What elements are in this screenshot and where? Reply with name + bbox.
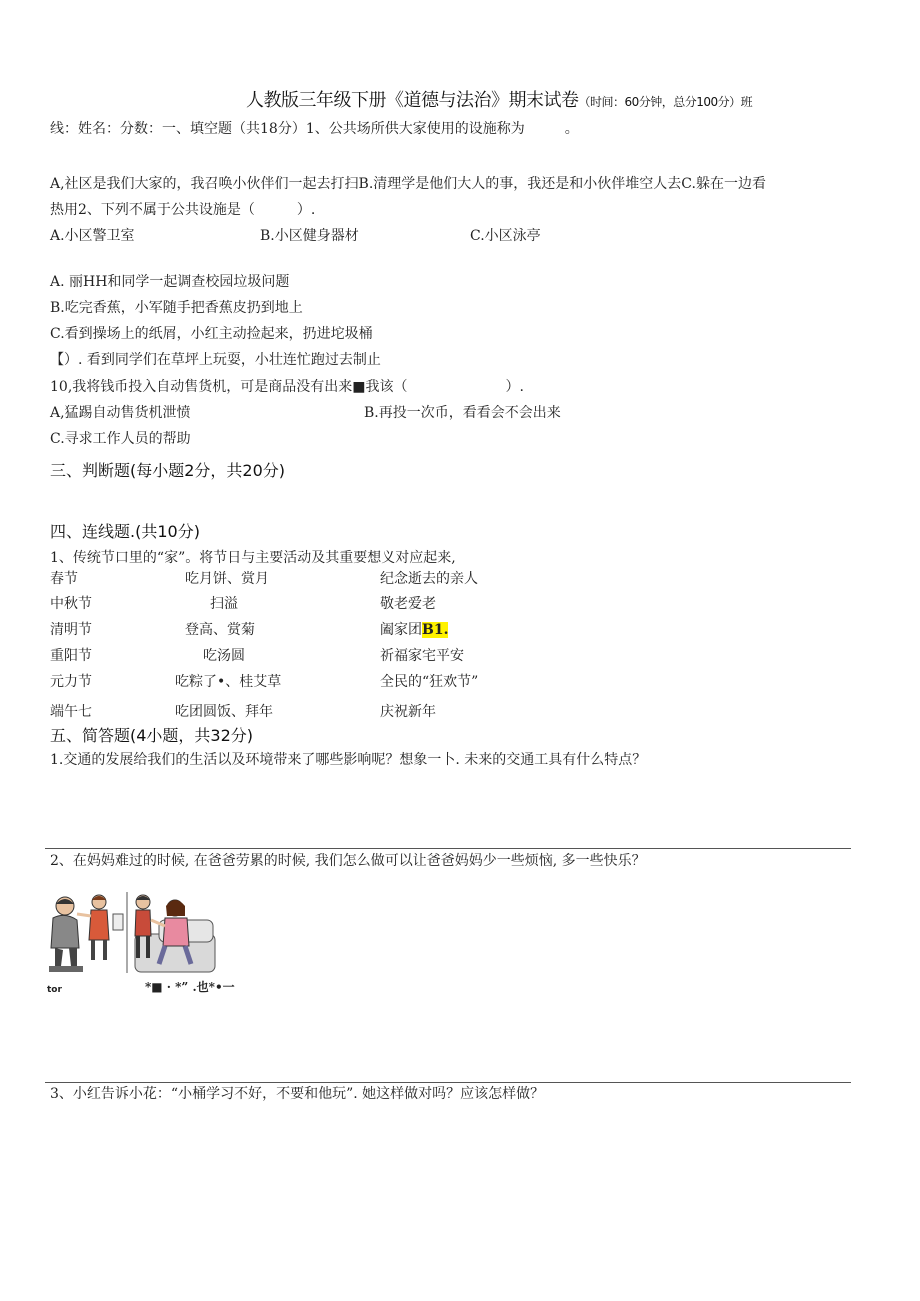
activity: 吃粽了•、桂艾草 <box>175 674 282 690</box>
answer-divider <box>45 1082 851 1083</box>
q10-option-a: A,猛踢自动售货机泄愤 <box>50 405 191 421</box>
festival: 端午七 <box>50 704 92 720</box>
festival: 元力节 <box>50 674 92 690</box>
illustration-image <box>47 890 217 975</box>
short-answer-q1: 1.交通的发展给我们的生活以及环境带来了哪些影响呢？想象一卜. 未来的交通工具有什么特点？ <box>50 752 647 768</box>
section3-title: 三、判断题(每小题2分，共20分) <box>50 461 286 480</box>
option-a: A.小区警卫室 <box>50 228 135 244</box>
meaning: 敬老爱老 <box>380 596 436 612</box>
section5-title: 五、简答题(4小题，共32分) <box>50 726 254 745</box>
family-illustration <box>47 890 217 975</box>
activity: 吃汤圆 <box>203 648 245 664</box>
festival: 清明节 <box>50 622 92 638</box>
activity: 吃团圆饭、拜年 <box>175 704 273 720</box>
festival: 中秋节 <box>50 596 92 612</box>
illustration-caption-left: tor <box>47 985 62 995</box>
meaning: 纪念逝去的亲人 <box>380 571 478 587</box>
school-option-c: C.看到操场上的纸屑，小红主动捡起来，扔进坨圾桶 <box>50 326 373 342</box>
q10-stem: 10,我将钱币投入自动售货机，可是商品没有出来■我该（ ）. <box>50 379 524 395</box>
page-title <box>246 92 752 111</box>
activity: 登高、赏菊 <box>185 622 255 638</box>
activity: 吃月饼、赏月 <box>185 571 269 587</box>
section4-title: 四、连线题.(共10分) <box>50 522 200 541</box>
meaning-with-highlight <box>380 621 448 639</box>
school-option-a: A. 丽HH和同学一起调查校园垃圾问题 <box>50 274 290 290</box>
festival: 重阳节 <box>50 648 92 664</box>
meaning: 祈福家宅平安 <box>380 648 464 664</box>
illustration-caption-right: *■ · *” .也*•一 <box>145 980 235 994</box>
q10-option-b: B.再投一次币，看看会不会出来 <box>364 405 561 421</box>
fill-blank-line <box>50 120 579 138</box>
community-question-line1: A,社区是我们大家的，我召唤小伙伴们一起去打扫B.清理学是他们大人的事，我还是和小伙伴堆空人去C.躲在一边看 <box>50 176 766 192</box>
matching-question: 1、传统节口里的“家”。将节日与主要活动及其重要想义对应起来, <box>50 550 456 566</box>
activity: 扫溢 <box>210 596 238 612</box>
fill-blank-end: 。 <box>564 121 579 137</box>
meaning: 庆祝新年 <box>380 704 436 720</box>
answer-divider <box>45 848 851 849</box>
title-text: 人教版三年级下册《道德与法治》期末试卷 <box>246 90 579 111</box>
option-c: C.小区泳亭 <box>470 228 541 244</box>
fill-blank-text: 线：姓名：分数：一、填空题（共18分）1、公共场所供大家使用的设施称为 <box>50 121 525 137</box>
meaning: 阖家团 <box>380 622 422 638</box>
school-option-b: B.吃完香蕉，小军随手把香蕉皮扔到地上 <box>50 300 303 316</box>
festival: 春节 <box>50 571 78 587</box>
meaning: 全民的“狂欢节” <box>380 674 479 690</box>
short-answer-q3: 3、小红告诉小花：“小桶学习不好，不要和他玩”. 她这样做对吗？应该怎样做？ <box>50 1086 545 1102</box>
option-b: B.小区健身器材 <box>260 228 359 244</box>
community-question-line2: 热用2、下列不属于公共设施是（ ）. <box>50 202 316 218</box>
school-option-d: 【）. 看到同学们在草坪上玩耍，小壮连忙跑过去制止 <box>50 352 381 368</box>
highlighted-text: B1. <box>422 622 449 638</box>
title-info: （时间：60分钟，总分100分）班 <box>578 95 753 109</box>
q10-option-c: C.寻求工作人员的帮助 <box>50 431 191 447</box>
short-answer-q2: 2、在妈妈难过的时候, 在爸爸劳累的时候, 我们怎么做可以让爸爸妈妈少一些烦恼, 多一些快乐？ <box>50 853 646 869</box>
